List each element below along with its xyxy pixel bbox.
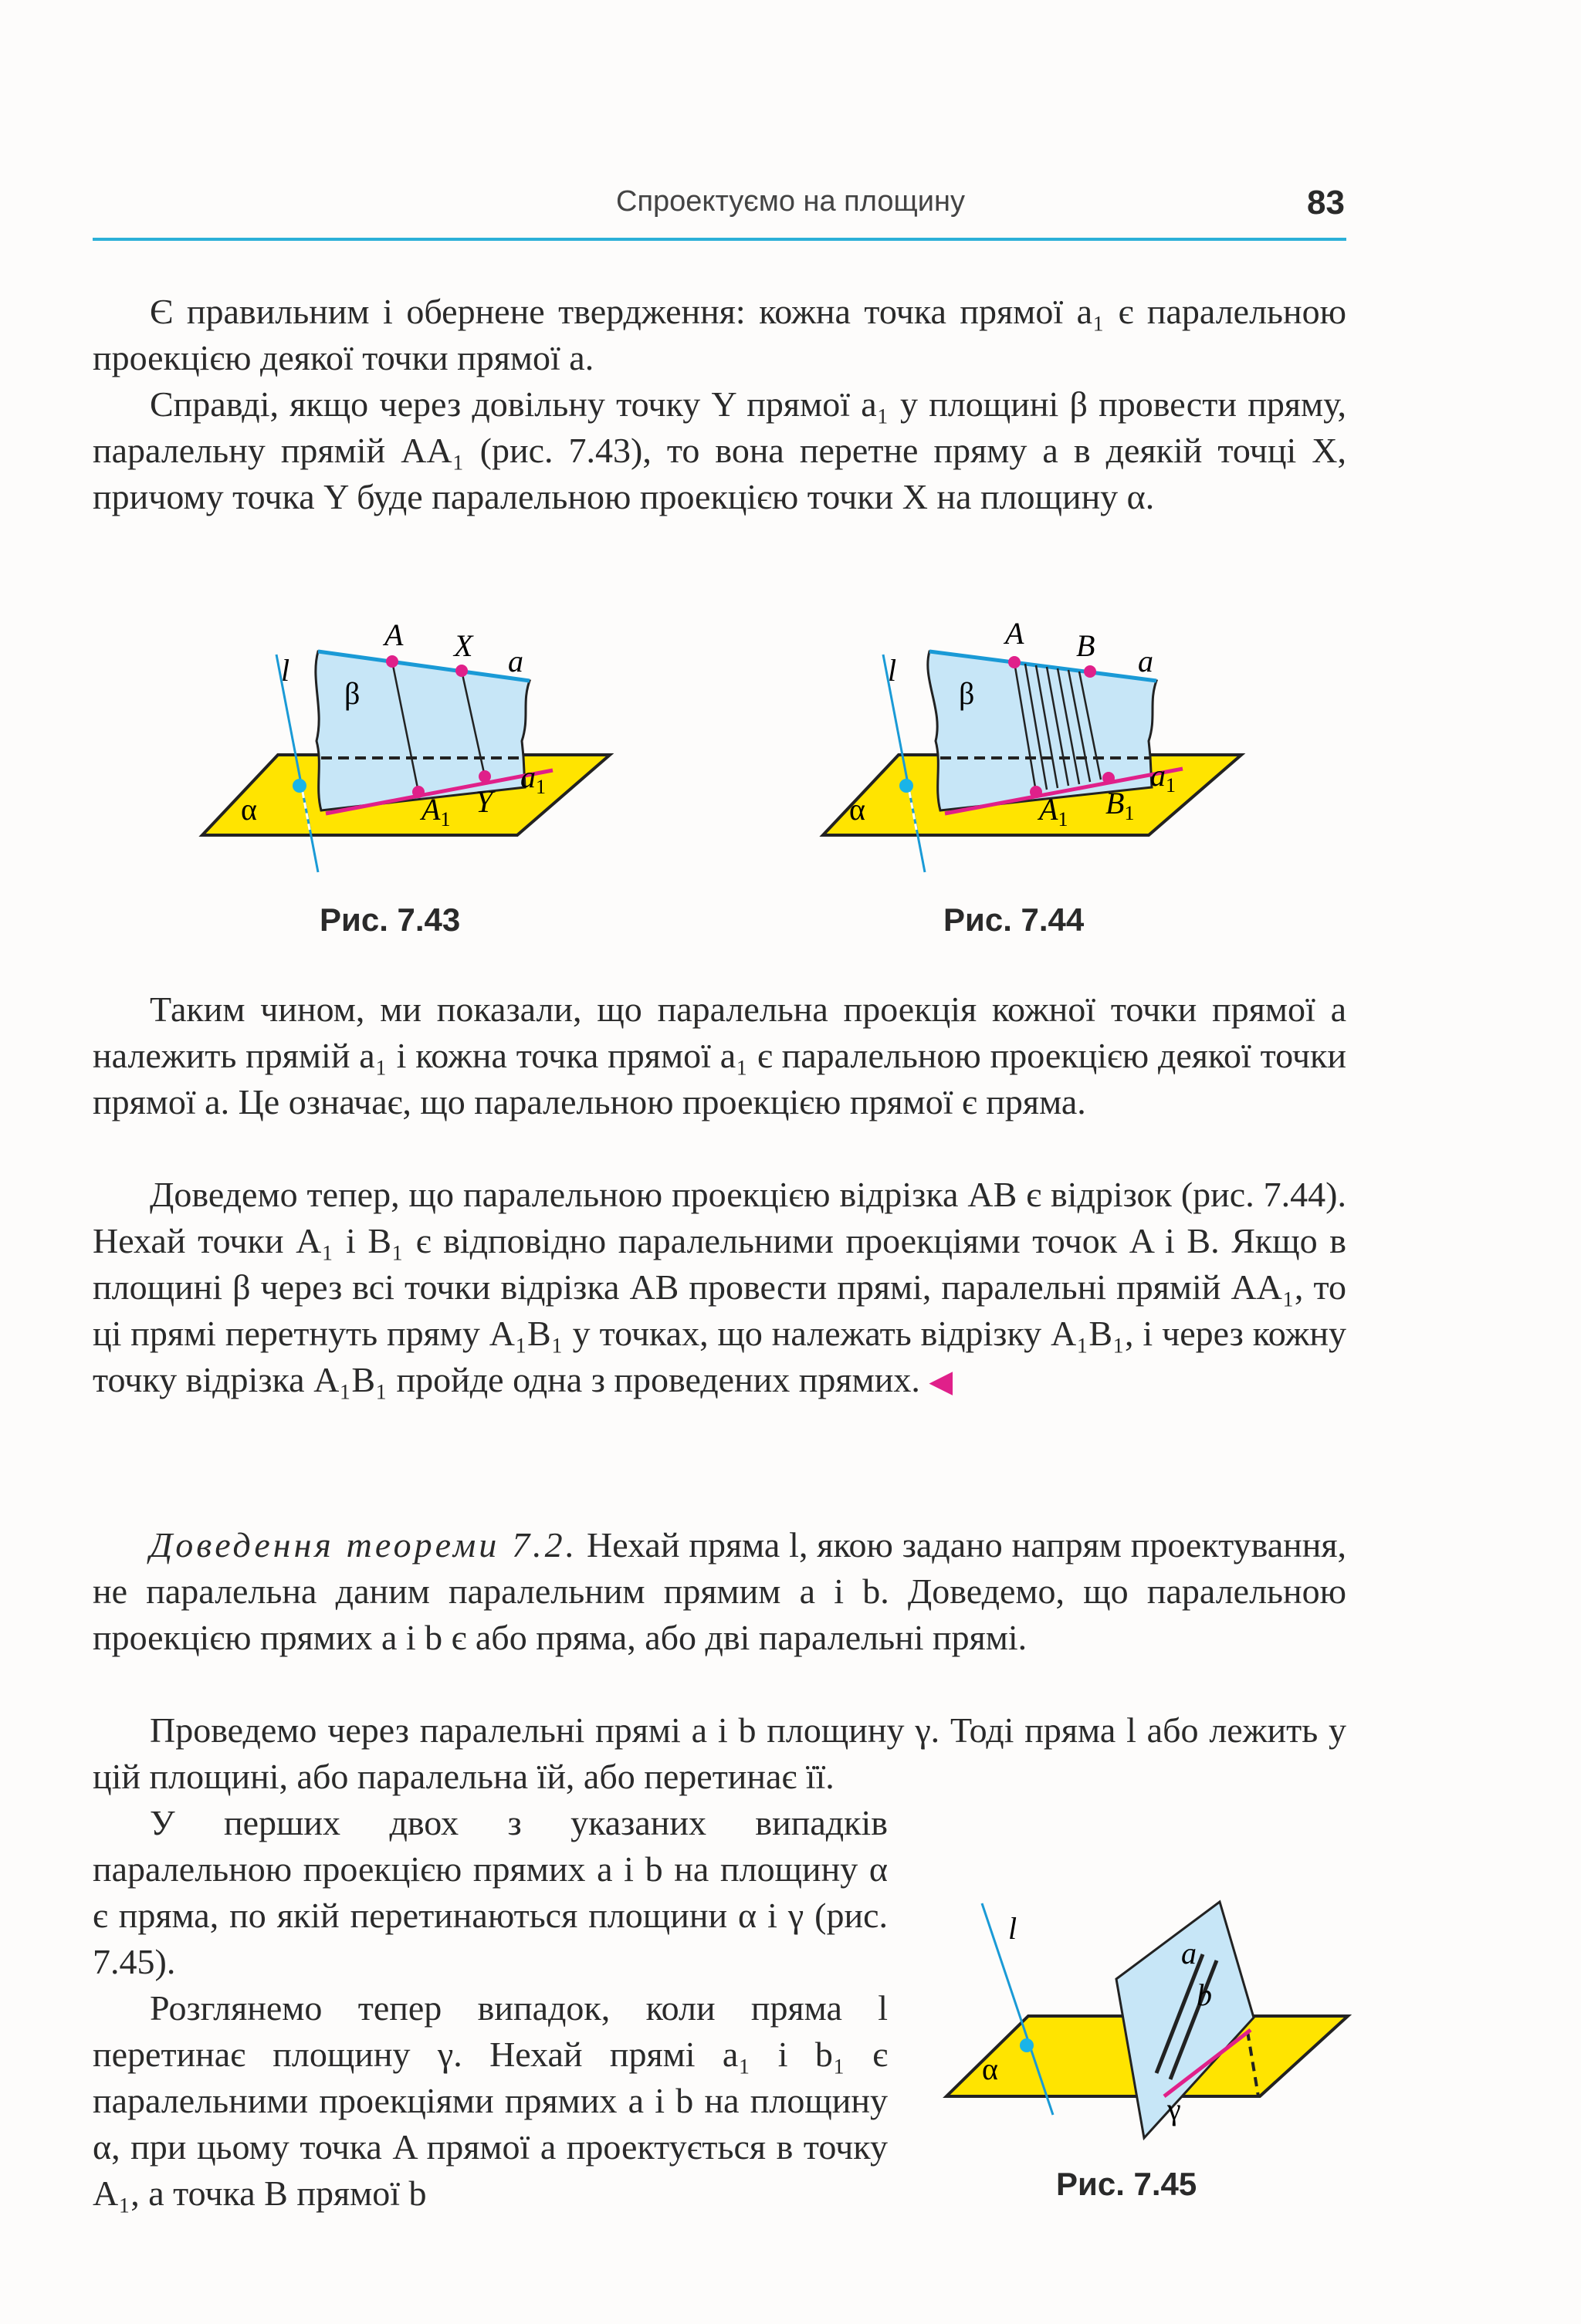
paragraph-7-text: У перших двох з указаних випадків паралельною проекцією прямих a і b на площину α є пряма, по якій перетинаються площини α і γ (рис. 7.45). (93, 1803, 888, 1981)
label-A: A (1005, 617, 1024, 651)
point-y (479, 770, 491, 783)
page-number: 83 (1307, 184, 1345, 222)
point-l-alpha (1020, 2038, 1034, 2052)
label-B1: $B_1$ (1105, 786, 1135, 824)
label-A1: $A_1$ (1039, 792, 1068, 830)
figure-7-44 (812, 617, 1260, 880)
label-a: a (1181, 1936, 1197, 1970)
label-a1: $a_1$ (520, 759, 546, 798)
running-header-title: Спроектуємо на площину (616, 185, 965, 218)
paragraph-4 (93, 1172, 1346, 1405)
caption-7-44: Рис. 7.44 (943, 902, 1085, 938)
label-beta: β (344, 676, 361, 711)
label-B: B (1076, 628, 1095, 663)
label-l: l (281, 653, 290, 688)
label-a1: $a_1$ (1150, 758, 1176, 797)
figure-7-45 (936, 1883, 1368, 2146)
paragraph-2 (93, 381, 1346, 520)
point-x (455, 665, 468, 677)
paragraph-4-body (93, 1172, 1346, 1405)
paragraph-5-body (93, 1522, 1346, 1661)
paragraph-1 (93, 289, 1346, 381)
paragraph-2-text: Справді, якщо через довільну точку Y прямої a₁ у площині β провести пряму, паралельну прямій AA₁ (рис. 7.43), то вона перетне пряму a в деякій точці X, причому точка Y буде паралельною проекцією точки X на площину α. (93, 384, 1346, 516)
header-rule (93, 238, 1346, 241)
proof-end-marker: ◀ (929, 1364, 953, 1399)
label-A: A (384, 617, 404, 652)
label-gamma: γ (1167, 2092, 1181, 2126)
point-a (1008, 656, 1021, 668)
paragraph-8 (93, 1985, 888, 2217)
point-a (386, 655, 398, 668)
label-alpha: α (982, 2052, 998, 2086)
paragraph-6-text: Проведемо через паралельні прямі a і b площину γ. Тоді пряма l або лежить у цій площині, або паралельна їй, або перетинає її. (93, 1710, 1346, 1796)
figure-7-43 (193, 617, 625, 880)
point-b1 (1102, 772, 1115, 784)
paragraph-5 (93, 1522, 1346, 1661)
label-alpha: α (241, 792, 257, 827)
paragraph-3 (93, 986, 1346, 1125)
label-l: l (888, 653, 897, 688)
paragraph-6 (93, 1707, 1346, 1800)
point-l-alpha (899, 779, 913, 793)
label-alpha: α (849, 792, 865, 827)
proof-lead: Доведення теореми 7.2. (150, 1525, 578, 1565)
paragraph-7 (93, 1800, 888, 1985)
label-X: X (454, 628, 473, 663)
paragraph-3-text: Таким чином, ми показали, що паралельна проекція кожної точки прямої a належить прямій a₁ і кожна точка прямої a₁ є паралельною проекцією деякої точки прямої a. Це означає, що паралельною проекцією прямої є пряма. (93, 989, 1346, 1121)
label-b: b (1197, 1977, 1212, 2012)
label-Y: Y (476, 784, 493, 819)
label-beta: β (959, 676, 975, 711)
paragraph-8-text: Розглянемо тепер випадок, коли пряма l перетинає площину γ. Нехай прямі a₁ і b₁ є паралельними проекціями прямих a і b на площину α, при цьому точка A прямої a проектується в точку A₁, а точка B прямої b (93, 1988, 888, 2213)
point-l-alpha (293, 779, 306, 793)
label-A1: $A_1$ (421, 792, 451, 830)
paragraph-1-text: Є правильним і обернене твердження: кожна точка прямої a₁ є паралельною проекцією деякої точки прямої a. (93, 292, 1346, 377)
caption-7-43: Рис. 7.43 (320, 902, 461, 938)
label-l: l (1008, 1911, 1017, 1946)
point-b (1084, 665, 1096, 678)
paragraph-4-text: Доведемо тепер, що паралельною проекцією відрізка AB є відрізок (рис. 7.44). Нехай точки A₁ і B₁ є відповідно паралельними проекціями точок A і B. Якщо в площині β через всі точки відрізка AB провести прямі, паралельні прямій AA₁, то ці прямі перетнуть пряму A₁B₁ у точках, що належать відрізку A₁B₁, і через кожну точку відрізка A₁B₁ пройде одна з проведених прямих. (93, 1175, 1346, 1399)
label-a: a (1138, 644, 1153, 678)
label-a: a (508, 644, 523, 678)
paragraph-5-text: Нехай пряма l, якою задано напрям проектування, не паралельна даним паралельним прямим a і b. Доведемо, що паралельною проекцією прямих a і b є або пряма, або дві паралельні прямі. (93, 1525, 1347, 1657)
caption-7-45: Рис. 7.45 (1056, 2166, 1197, 2202)
